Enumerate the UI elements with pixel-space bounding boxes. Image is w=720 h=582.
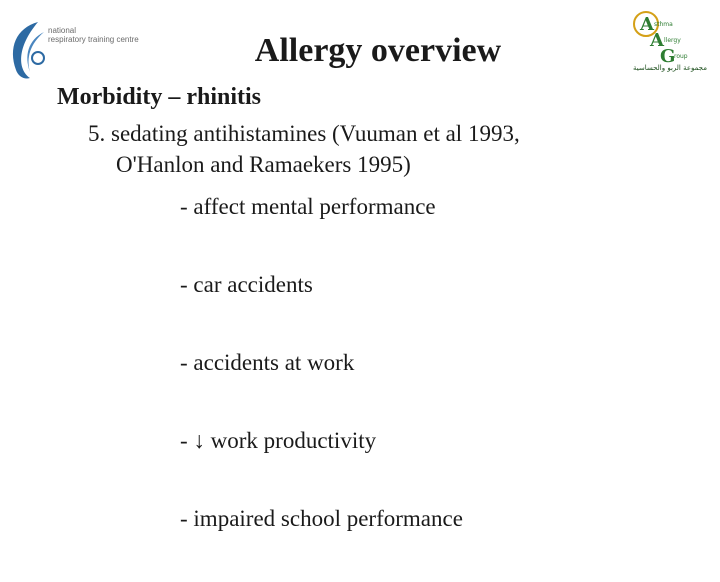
bullet-list xyxy=(180,192,463,582)
aag-logo-arabic: مجموعة الربو والحساسية xyxy=(633,64,707,72)
svg-text:roup: roup xyxy=(674,53,688,60)
list-item: - ↓ work productivity xyxy=(180,428,377,453)
svg-text:G: G xyxy=(660,46,676,64)
list-item: - impaired school performance xyxy=(180,506,463,531)
slide-title: Allergy overview xyxy=(254,32,502,69)
svg-text:A: A xyxy=(650,30,664,51)
point-line-2: O'Hanlon and Ramaekers 1995) xyxy=(116,152,411,177)
list-item: - car accidents xyxy=(180,272,313,297)
svg-text:llergy: llergy xyxy=(664,37,681,44)
point-line-1: 5. sedating antihistamines (Vuuman et al 1993, xyxy=(88,121,520,146)
numbered-point xyxy=(88,118,520,180)
svg-text:A: A xyxy=(640,14,654,35)
list-item: - affect mental performance xyxy=(180,194,436,219)
ntrc-logo-text: national respiratory training centre xyxy=(48,26,139,44)
list-item: - accidents at work xyxy=(180,350,355,375)
svg-text:sthma: sthma xyxy=(654,21,673,28)
slide-subtitle: Morbidity – rhinitis xyxy=(57,84,262,110)
